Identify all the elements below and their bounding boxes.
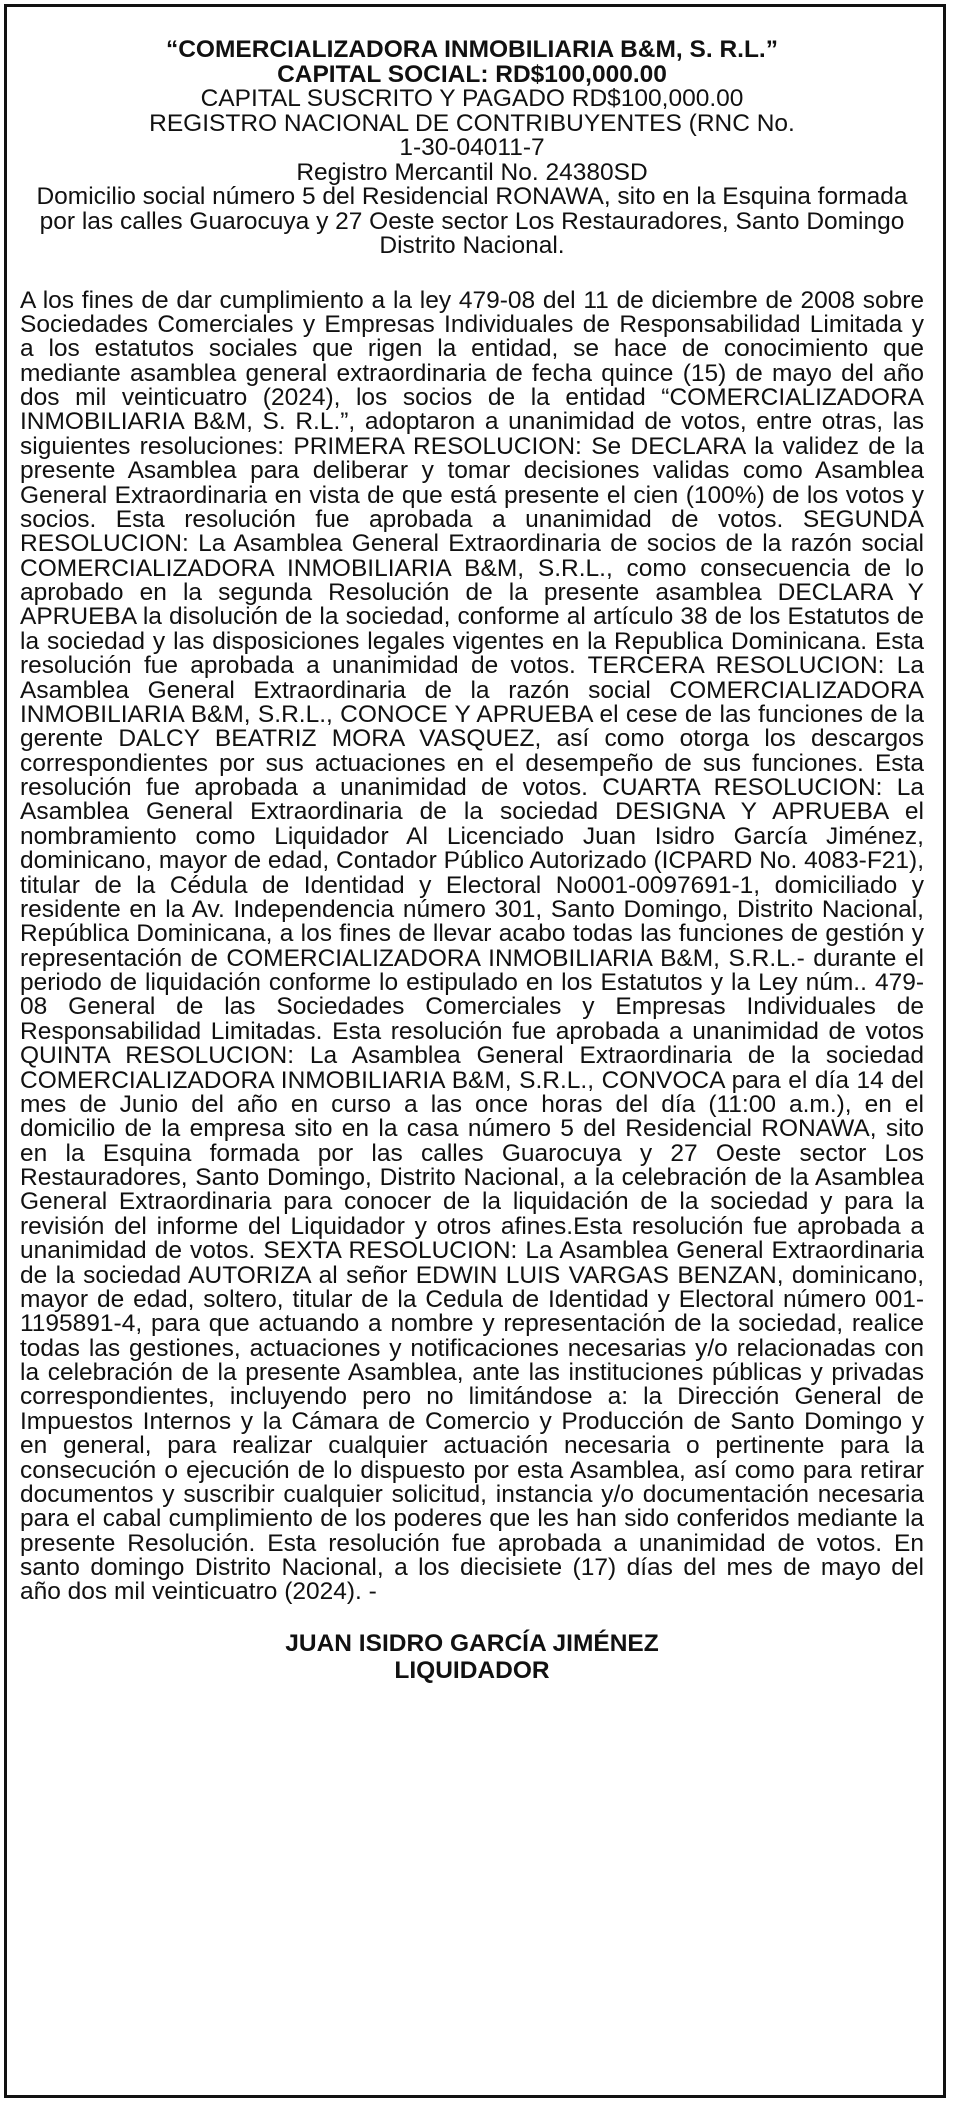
rnc-line: REGISTRO NACIONAL DE CONTRIBUYENTES (RNC No.	[149, 109, 795, 137]
capital-social: CAPITAL SOCIAL: RD$100,000.00	[277, 60, 667, 88]
capital-suscrito: CAPITAL SUSCRITO Y PAGADO RD$100,000.00	[200, 85, 744, 112]
signatory-title: LIQUIDADOR	[394, 1656, 550, 1684]
signatory-name: JUAN ISIDRO GARCÍA JIMÉNEZ	[285, 1629, 659, 1657]
rnc-number: 1-30-04011-7	[399, 134, 545, 161]
domicilio-social: Domicilio social número 5 del Residencial RONAWA, sito en la Esquina formada por las calles Guarocuya y 27 Oeste sector Los Restauradores, Santo Domingo Distrito Nacional.	[36, 183, 908, 259]
resolutions-paragraph: A los fines de dar cumplimiento a la ley 479-08 del 11 de diciembre de 2008 sobre Sociedades Comerciales y Empresas Individuales de Responsabilidad Limitada y a los estatutos sociales que rigen la entidad, se hace de conocimiento que mediante asamblea general extraordinaria de fecha quince (15) de mayo del año dos mil veinticuatro (2024), los socios de la entidad “COMERCIALIZADORA INMOBILIARIA B&M, S. R.L.”, adoptaron a unanimidad de votos, entre otras, las siguientes resoluciones: PRIMERA RESOLUCION: Se DECLARA la validez de la presente Asamblea para deliberar y tomar decisiones validas como Asamblea General Extraordinaria en vista de que está presente el cien (100%) de los votos y socios. Esta resolución fue aprobada a unanimidad de votos. SEGUNDA RESOLUCION: La Asamblea General Extraordinaria de socios de la razón social COMERCIALIZADORA INMOBILIARIA B&M, S.R.L., como consecuencia de lo aprobado en la segunda Resolución de la presente asamblea DECLARA Y APRUEBA la disolución de la sociedad, conforme al artículo 38 de los Estatutos de la sociedad y las disposiciones legales vigentes en la Republica Dominicana. Esta resolución fue aprobada a unanimidad de votos. TERCERA RESOLUCION: La Asamblea General Extraordinaria de la razón social COMERCIALIZADORA INMOBILIARIA B&M, S.R.L., CONOCE Y APRUEBA el cese de las funciones de la gerente DALCY BEATRIZ MORA VASQUEZ, así como otorga los descargos correspondientes por sus actuaciones en el desempeño de sus funciones. Esta resolución fue aprobada a unanimidad de votos. CUARTA RESOLUCION: La Asamblea General Extraordinaria de la sociedad DESIGNA Y APRUEBA el nombramiento como Liquidador Al Licenciado Juan Isidro García Jiménez, dominicano, mayor de edad, Contador Público Autorizado (ICPARD No. 4083-F21), titular de la Cédula de Identidad y Electoral No001-0097691-1, domiciliado y residente en la Av. Independencia número 301, Santo Domingo, Distrito Nacional, República Dominicana, a los fines de llevar acabo todas las funciones de gestión y representación de COMERCIALIZADORA INMOBILIARIA B&M, S.R.L.- durante el periodo de liquidación conforme lo estipulado en los Estatutos y la Ley núm.. 479-08 General de las Sociedades Comerciales y Empresas Individuales de Responsabilidad Limitadas. Esta resolución fue aprobada a unanimidad de votos QUINTA RESOLUCION: La Asamblea General Extraordinaria de la sociedad COMERCIALIZADORA INMOBILIARIA B&M, S.R.L., CONVOCA para el día 14 del mes de Junio del año en curso a las once horas del día (11:00 a.m.), en el domicilio de la empresa sito en la casa número 5 del Residencial RONAWA, sito en la Esquina formada por las calles Guarocuya y 27 Oeste sector Los Restauradores, Santo Domingo, Distrito Nacional, a la celebración de la Asamblea General Extraordinaria para conocer de la liquidación de la sociedad y para la revisión del informe del Liquidador y otros afines.Esta resolución fue aprobada a unanimidad de votos. SEXTA RESOLUCION: La Asamblea General Extraordinaria de la sociedad AUTORIZA al señor EDWIN LUIS VARGAS BENZAN, dominicano, mayor de edad, soltero, titular de la Cedula de Identidad y Electoral número 001-1195891-4, para que actuando a nombre y representación de la sociedad, realice todas las gestiones, actuaciones y notificaciones necesarias y/o relacionadas con la celebración de la presente Asamblea, ante las instituciones públicas y privadas correspondientes, incluyendo pero no limitándose a: la Dirección General de Impuestos Internos y la Cámara de Comercio y Producción de Santo Domingo y en general, para realizar cualquier actuación necesaria o pertinente para la consecución o ejecución de lo dispuesto por esta Asamblea, así como para retirar documentos y suscribir cualquier solicitud, instancia y/o documentación necesaria para el cabal cumplimiento de los poderes que les han sido conferidos mediante la presente Resolución. Esta resolución fue aprobada a unanimidad de votos. En santo domingo Distrito Nacional, a los diecisiete (17) días del mes de mayo del año dos mil veinticuatro (2024). -	[20, 286, 924, 1606]
registro-mercantil: Registro Mercantil No. 24380SD	[296, 158, 648, 186]
notice-header	[20, 38, 924, 259]
signature-block	[20, 1631, 924, 1685]
legal-notice	[20, 38, 924, 1685]
company-name: “COMERCIALIZADORA INMOBILIARIA B&M, S. R.L.”	[165, 36, 778, 63]
